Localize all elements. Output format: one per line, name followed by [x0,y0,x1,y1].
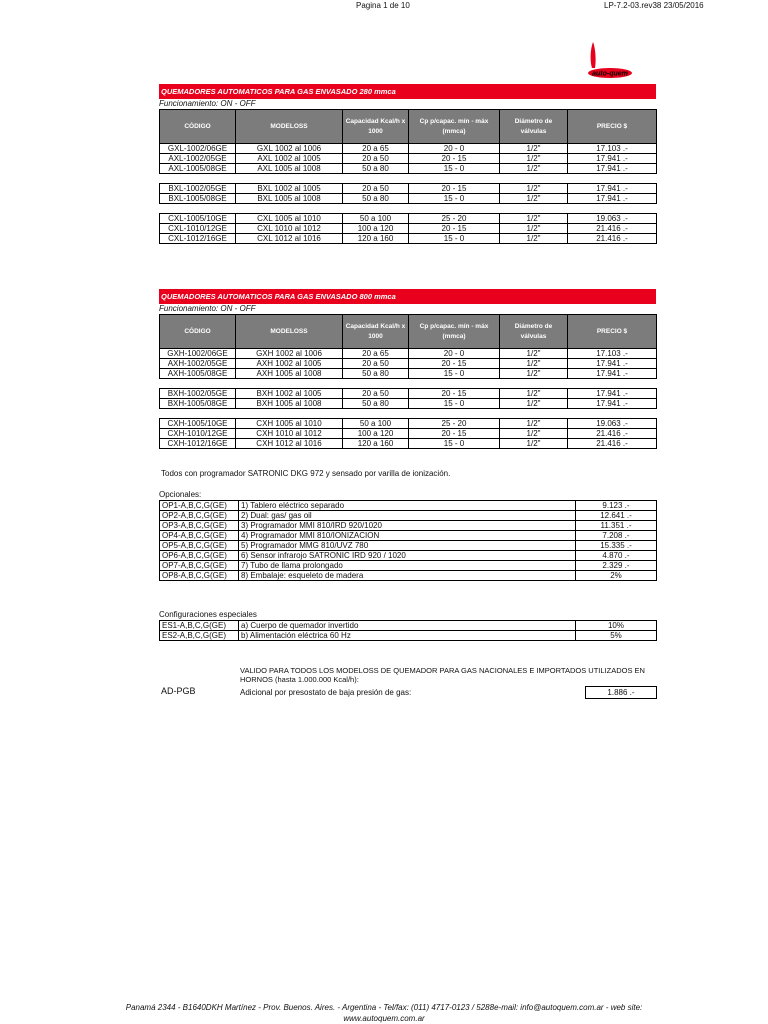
table-cell: 17.941 .- [568,389,657,399]
table-row [160,429,657,439]
adpgb-code: AD-PGB [161,686,196,696]
table-cell: 15 - 0 [409,234,500,244]
table-cell: 100 a 120 [343,224,409,234]
table-cell: 1/2" [500,144,568,154]
table-row [160,194,657,204]
table-cell: CXH 1012 al 1016 [236,439,343,449]
option-description: 4) Programador MMI 810/IONIZACION [239,531,576,541]
table-cell: 19.063 .- [568,419,657,429]
table-cell: 50 a 100 [343,419,409,429]
column-header: Cp p/capac. mín - máx (mmca) [409,110,500,144]
option-description: 2) Dual: gas/ gas oil [239,511,576,521]
adpgb-price: 1.886 .- [585,686,657,699]
option-description: 5) Programador MMG 810/UVZ 780 [239,541,576,551]
footer-address: Panamá 2344 - B1640DKH Martínez - Prov. Buenos. Aires. - Argentina - Tel/fax: (011) 4717-0123 / 5288e-mail: info@autoquem.com.ar - web site: [125,1003,643,1012]
option-row [160,621,657,631]
option-code: OP5-A,B,C,G(GE) [160,541,239,551]
table-cell: 15 - 0 [409,164,500,174]
option-description: b) Alimentación eléctrica 60 Hz [239,631,576,641]
column-header: Diámetro de válvulas [500,110,568,144]
option-price: 12.641 .- [576,511,657,521]
table-cell: 50 a 80 [343,164,409,174]
table-cell: 50 a 80 [343,194,409,204]
table-cell: 20 - 0 [409,144,500,154]
table-cell: 20 a 50 [343,184,409,194]
option-description: 6) Sensor infrarojo SATRONIC IRD 920 / 1020 [239,551,576,561]
adpgb-text: Adicional por presostato de baja presión de gas: [240,688,412,697]
table-cell: AXH 1005 al 1008 [236,369,343,379]
table-cell: 17.103 .- [568,144,657,154]
option-code: OP4-A,B,C,G(GE) [160,531,239,541]
option-row [160,541,657,551]
option-price: 15.335 .- [576,541,657,551]
table-cell: CXH-1010/12GE [160,429,236,439]
table-cell: 1/2" [500,224,568,234]
opcionales-section [159,490,656,581]
table-cell: 17.941 .- [568,164,657,174]
valid-note: VALIDO PARA TODOS LOS MODELOSS DE QUEMADOR PARA GAS NACIONALES E IMPORTADOS UTILIZADOS EN HORNOS (hasta 1.000.000 Kcal/h): [240,666,645,684]
column-header: Cp p/capac. mín - máx (mmca) [409,315,500,349]
table-cell: GXH 1002 al 1006 [236,349,343,359]
table-row [160,389,657,399]
table-cell: GXH-1002/06GE [160,349,236,359]
table-row [160,234,657,244]
column-header: Capacidad Kcal/h x 1000 [343,315,409,349]
table-cell: 21.416 .- [568,234,657,244]
price-table [159,109,657,244]
table-cell: 1/2" [500,419,568,429]
column-header: MODELOSS [236,315,343,349]
table-cell: 1/2" [500,184,568,194]
option-row [160,631,657,641]
table-cell: 1/2" [500,214,568,224]
table-cell: 21.416 .- [568,429,657,439]
table-cell: CXL-1010/12GE [160,224,236,234]
option-price: 10% [576,621,657,631]
section-subtitle: Funcionamiento: ON - OFF [159,99,256,108]
option-description: 8) Embalaje: esqueleto de madera [239,571,576,581]
table-cell: 1/2" [500,164,568,174]
table-cell: 100 a 120 [343,429,409,439]
option-row [160,501,657,511]
page-number: Pagina 1 de 10 [356,1,410,10]
table-cell: 50 a 80 [343,369,409,379]
table-cell: AXL 1005 al 1008 [236,164,343,174]
table-row [160,369,657,379]
table-cell: 17.941 .- [568,399,657,409]
option-code: OP2-A,B,C,G(GE) [160,511,239,521]
table-cell: BXH 1002 al 1005 [236,389,343,399]
table-cell: 120 a 160 [343,234,409,244]
table-cell: 20 - 15 [409,224,500,234]
table-row [160,359,657,369]
option-price: 2.329 .- [576,561,657,571]
group-spacer [160,174,657,184]
table-cell: 17.941 .- [568,359,657,369]
group-spacer [160,409,657,419]
table-cell: 15 - 0 [409,194,500,204]
table-cell: CXL-1005/10GE [160,214,236,224]
option-code: OP8-A,B,C,G(GE) [160,571,239,581]
table-cell: AXH 1002 al 1005 [236,359,343,369]
table-cell: 1/2" [500,399,568,409]
table-cell: 1/2" [500,359,568,369]
table-row [160,214,657,224]
column-header: CÓDIGO [160,315,236,349]
especiales-label: Configuraciones especiales [159,610,257,619]
option-code: OP6-A,B,C,G(GE) [160,551,239,561]
column-header: Capacidad Kcal/h x 1000 [343,110,409,144]
table-cell: 120 a 160 [343,439,409,449]
table-cell: 21.416 .- [568,224,657,234]
table-cell: CXL 1010 al 1012 [236,224,343,234]
option-row [160,571,657,581]
option-row [160,561,657,571]
table-cell: 50 a 80 [343,399,409,409]
section-subtitle: Funcionamiento: ON - OFF [159,304,256,313]
table-cell: AXL-1002/05GE [160,154,236,164]
table-cell: 21.416 .- [568,439,657,449]
table-cell: 20 a 65 [343,349,409,359]
option-code: OP3-A,B,C,G(GE) [160,521,239,531]
option-price: 9.123 .- [576,501,657,511]
table-cell: BXL 1002 al 1005 [236,184,343,194]
option-description: 1) Tablero eléctrico separado [239,501,576,511]
footer-website: www.autoquem.com.ar [343,1014,425,1023]
table-cell: BXL 1005 al 1008 [236,194,343,204]
table-cell: 20 a 50 [343,389,409,399]
table-cell: 17.941 .- [568,154,657,164]
table-cell: 1/2" [500,154,568,164]
table-row [160,419,657,429]
table-cell: 1/2" [500,369,568,379]
section-title: QUEMADORES AUTOMATICOS PARA GAS ENVASADO 280 mmca [159,84,656,99]
table-cell: 17.941 .- [568,194,657,204]
table-row [160,184,657,194]
table-cell: 1/2" [500,234,568,244]
table-cell: 25 - 20 [409,214,500,224]
table-cell: 19.063 .- [568,214,657,224]
svg-text:auto-quem: auto-quem [592,70,628,78]
table-cell: 1/2" [500,429,568,439]
autoquem-logo [584,40,634,86]
table-cell: 1/2" [500,389,568,399]
table-cell: 20 a 50 [343,359,409,369]
opcionales-label: Opcionales: [159,490,202,499]
option-price: 4.870 .- [576,551,657,561]
option-code: ES2-A,B,C,G(GE) [160,631,239,641]
option-code: OP7-A,B,C,G(GE) [160,561,239,571]
option-row [160,511,657,521]
table-cell: 20 - 15 [409,389,500,399]
especiales-section [159,610,656,641]
table-cell: 20 - 15 [409,429,500,439]
especiales-table [159,620,657,641]
table-cell: CXL 1005 al 1010 [236,214,343,224]
table-cell: CXH-1005/10GE [160,419,236,429]
table-cell: BXL-1002/05GE [160,184,236,194]
table-cell: 1/2" [500,194,568,204]
table-cell: 20 - 15 [409,359,500,369]
footer [0,1002,768,1024]
table-cell: BXH 1005 al 1008 [236,399,343,409]
table-cell: AXH-1002/05GE [160,359,236,369]
table-cell: 17.941 .- [568,184,657,194]
table-cell: GXL-1002/06GE [160,144,236,154]
table-row [160,349,657,359]
group-spacer [160,204,657,214]
option-row [160,531,657,541]
table-cell: 15 - 0 [409,369,500,379]
table-cell: 20 - 15 [409,184,500,194]
price-table [159,314,657,449]
column-header: MODELOSS [236,110,343,144]
table-cell: 17.941 .- [568,369,657,379]
note-text: Todos con programador SATRONIC DKG 972 y sensado por varilla de ionización. [161,469,451,478]
table-cell: AXH-1005/08GE [160,369,236,379]
table-cell: 20 - 15 [409,154,500,164]
table-cell: GXL 1002 al 1006 [236,144,343,154]
option-row [160,551,657,561]
section-title: QUEMADORES AUTOMATICOS PARA GAS ENVASADO 800 mmca [159,289,656,304]
table-row [160,224,657,234]
table-cell: BXH-1002/05GE [160,389,236,399]
table-cell: AXL 1002 al 1005 [236,154,343,164]
table-cell: 25 - 20 [409,419,500,429]
option-code: OP1-A,B,C,G(GE) [160,501,239,511]
option-row [160,521,657,531]
option-description: 7) Tubo de llama prolongado [239,561,576,571]
table-cell: 1/2" [500,439,568,449]
table-cell: CXH 1005 al 1010 [236,419,343,429]
table-row [160,144,657,154]
column-header: Diámetro de válvulas [500,315,568,349]
table-cell: 20 a 50 [343,154,409,164]
table-cell: CXL-1012/16GE [160,234,236,244]
table-cell: CXL 1012 al 1016 [236,234,343,244]
option-price: 7.208 .- [576,531,657,541]
group-spacer [160,379,657,389]
option-description: a) Cuerpo de quemador invertido [239,621,576,631]
table-cell: 15 - 0 [409,399,500,409]
table-cell: 20 a 65 [343,144,409,154]
option-description: 3) Programador MMI 810/IRD 920/1020 [239,521,576,531]
table-row [160,164,657,174]
table-cell: 1/2" [500,349,568,359]
column-header: CÓDIGO [160,110,236,144]
option-price: 11.351 .- [576,521,657,531]
option-code: ES1-A,B,C,G(GE) [160,621,239,631]
table-cell: AXL-1005/08GE [160,164,236,174]
table-cell: CXH 1010 al 1012 [236,429,343,439]
table-cell: BXH-1005/08GE [160,399,236,409]
table-cell: 17.103 .- [568,349,657,359]
option-price: 2% [576,571,657,581]
table-cell: BXL-1005/08GE [160,194,236,204]
table-cell: 50 a 100 [343,214,409,224]
option-price: 5% [576,631,657,641]
table-cell: 15 - 0 [409,439,500,449]
section-280-mmca [159,84,656,244]
table-row [160,399,657,409]
table-row [160,439,657,449]
column-header: PRECIO $ [568,110,657,144]
table-cell: 20 - 0 [409,349,500,359]
column-header: PRECIO $ [568,315,657,349]
opcionales-table [159,500,657,581]
table-row [160,154,657,164]
section-800-mmca [159,289,656,449]
table-cell: CXH-1012/16GE [160,439,236,449]
document-reference: LP-7.2-03.rev38 23/05/2016 [604,1,704,10]
